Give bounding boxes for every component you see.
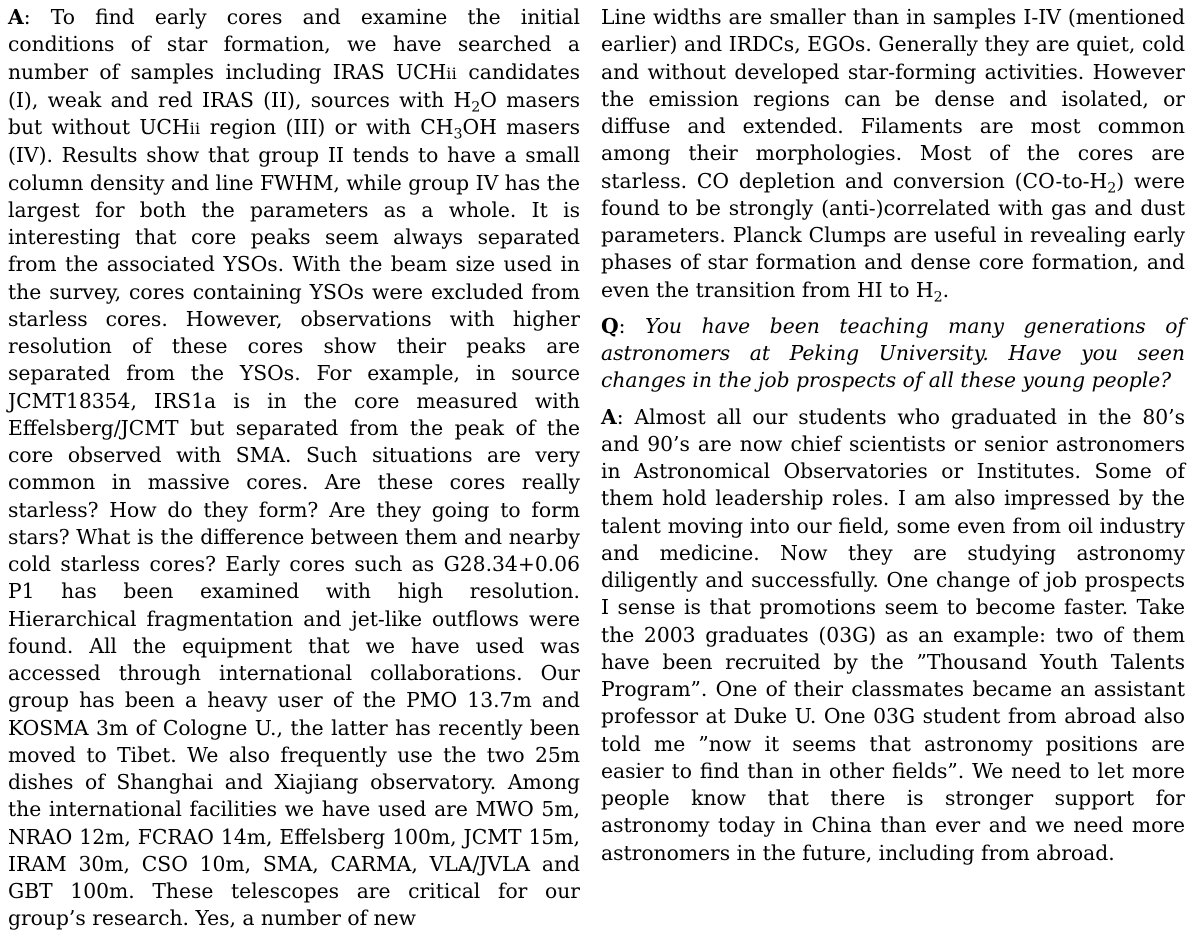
answer-text: : Almost all our students who graduated in the 80’s and 90’s are now chief scientists or senior astronomers in Astronomical Observatories or Institutes. Some of them hold leadership roles. I am also impressed by the talent moving into our field, some even from oil industry and medicine. Now they are studying astronomy diligently and successfully. One change of job prospects I sense is that promotions seem to become faster. Take the 2003 graduates (03G) as an example: two of them have been recruited by the ”Thousand Youth Talents Program”. One of their classmates became an assistant professor at Duke U. One 03G student from abroad also told me ”now it seems that astronomy positions are easier to find than in other fields”. We need to let more people know that there is stronger support for astronomy today in China than ever and we need more astronomers in the future, including from abroad. xyxy=(601,404,1185,865)
answer-text-part: O masers but without UCH xyxy=(8,87,580,139)
question-label: Q xyxy=(601,313,619,338)
paragraph-text-part: ) were found to be strongly (anti-)correlated with gas and dust parameters. Planck Clumps are useful in revealing early phases of star formation and dense core formation, and even the transition from HI to H xyxy=(601,168,1185,302)
answer-paragraph-left xyxy=(8,4,580,933)
subscript: 2 xyxy=(471,99,481,115)
subscript: 2 xyxy=(1107,179,1117,196)
answer-label: A xyxy=(8,5,24,29)
paragraph-text-part: . xyxy=(942,277,950,302)
continued-paragraph xyxy=(601,4,1185,304)
question-text: You have been teaching many generations of astronomers at Peking University. Have you seen changes in the job prospects of all these young people? xyxy=(601,313,1186,393)
subscript: 3 xyxy=(453,126,463,143)
answer-paragraph-right xyxy=(601,404,1185,867)
question-paragraph xyxy=(601,313,1185,395)
answer-text-part: OH masers (IV). Results show that group II tends to have a small column density and line FWHM, while group IV has the largest for both the parameters as a whole. It is interesting that core peaks seem always separated from the associated YSOs. With the beam size used in the survey, cores containing YSOs were excluded from starless cores. However, observations with higher resolution of these cores show their peaks are separated from the YSOs. For example, in source JCMT18354, IRS1a is in the core measured with Effelsberg/JCMT but separated from the peak of the core observed with SMA. Such situations are very common in massive cores. Are these cores really starless? How do they form? Are they going to form stars? What is the difference between them and nearby cold starless cores? Early cores such as G28.34+0.06 P1 has been examined with high resolution. Hierarchical fragmentation and jet-like outflows were found. All the equipment that we have used was accessed through international collaborations. Our group has been a heavy user of the PMO 13.7m and KOSMA 3m of Cologne U., the latter has recently been moved to Tibet. We also frequently use the two 25m dishes of Shanghai and Xiajiang observatory. Among the international facilities we have used are MWO 5m, NRAO 12m, FCRAO 14m, Effelsberg 100m, JCMT 15m, IRAM 30m, CSO 10m, SMA, CARMA, VLA/JVLA and GBT 100m. These telescopes are critical for our group’s research. Yes, a number of new xyxy=(8,115,580,931)
answer-text-part: candidates (I), weak and red IRAS (II), sources with H xyxy=(8,59,580,112)
answer-text-part: : To find early cores and examine the initial conditions of star formation, we have searched a number of samples including IRAS UCH xyxy=(8,5,580,84)
answer-label: A xyxy=(601,404,617,429)
left-column xyxy=(8,4,580,933)
subscript: 2 xyxy=(933,288,943,305)
roman-numeral: ii xyxy=(189,119,201,138)
answer-text-part: region (III) or with CH xyxy=(200,115,454,139)
right-column xyxy=(601,4,1185,867)
question-separator: : xyxy=(618,313,646,338)
roman-numeral: ii xyxy=(446,63,458,83)
paragraph-text-part: Line widths are smaller than in samples I-IV (mentioned earlier) and IRDCs, EGOs. Generally they are quiet, cold and without developed star-forming activities. However the emission regions can be dense and isolated, or diffuse and extended. Filaments are most common among their morphologies. Most of the cores are starless. CO depletion and conversion (CO-to-H xyxy=(601,5,1185,193)
